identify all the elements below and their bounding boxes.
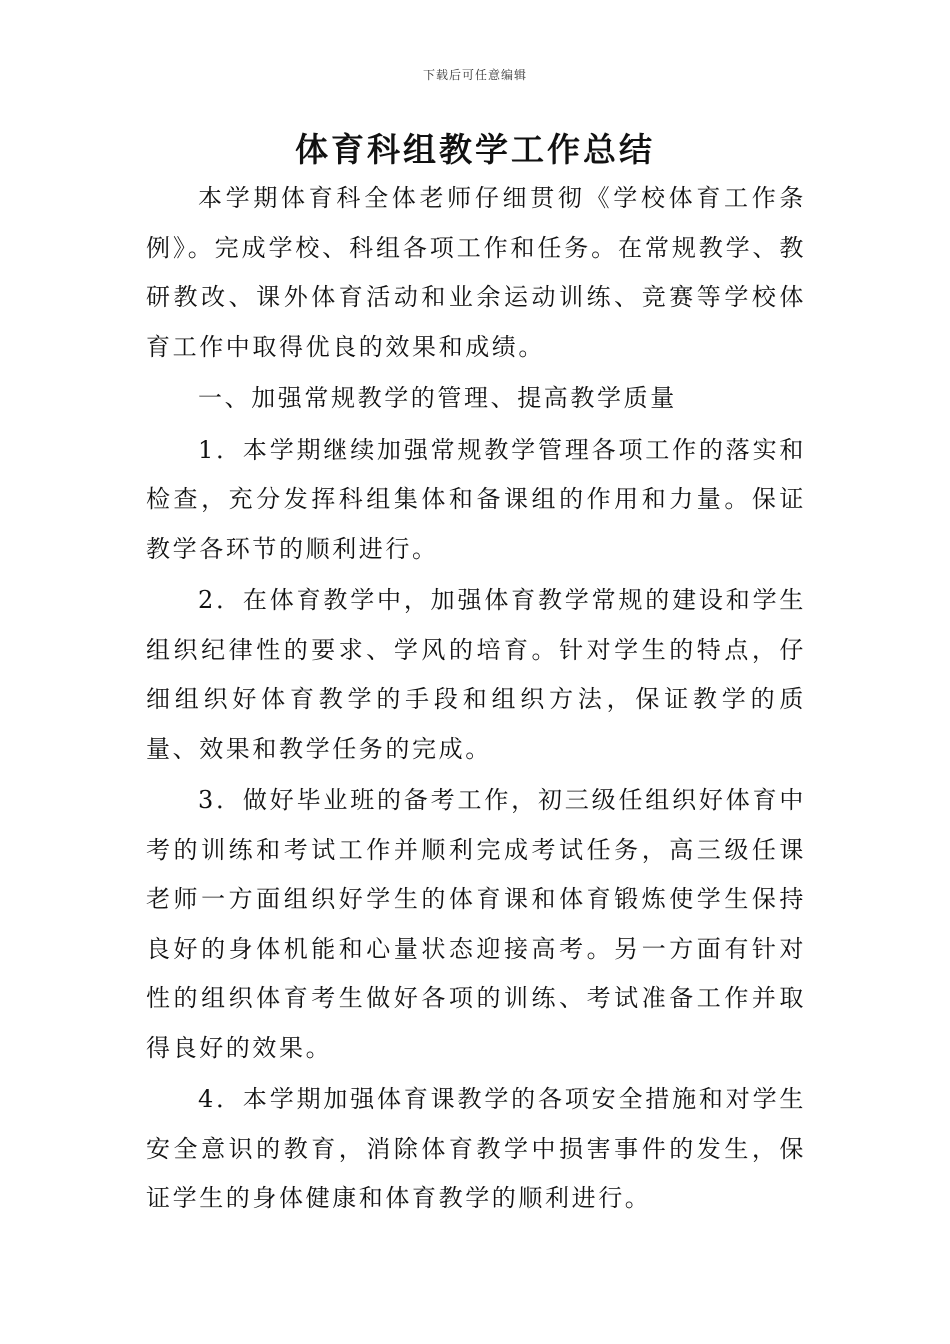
paragraph-item-3: 3．做好毕业班的备考工作，初三级任组织好体育中考的训练和考试工作并顺利完成考试任务，高三级任课老师一方面组织好学生的体育课和体育锻炼使学生保持良好的身体机能和心量状态迎接高考。另一方面有针对性的组织体育考生做好各项的训练、考试准备工作并取得良好的效果。 (146, 786, 806, 1062)
paragraph-item-2: 2．在体育教学中，加强体育教学常规的建设和学生组织纪律性的要求、学风的培育。针对学生的特点，仔细组织好体育教学的手段和组织方法，保证教学的质量、效果和教学任务的完成。 (146, 586, 806, 763)
document-title: 体育科组教学工作总结 (295, 130, 655, 169)
paragraph-intro: 本学期体育科全体老师仔细贯彻《学校体育工作条例》。完成学校、科组各项工作和任务。在常规教学、教研教改、课外体育活动和业余运动训练、竞赛等学校体育工作中取得优良的效果和成绩。 (146, 184, 806, 361)
header-note: 下载后可任意编辑 (422, 68, 527, 82)
document-body (146, 174, 806, 1226)
paragraph-item-4: 4．本学期加强体育课教学的各项安全措施和对学生安全意识的教育，消除体育教学中损害事件的发生，保证学生的身体健康和体育教学的顺利进行。 (146, 1085, 806, 1212)
section-heading: 一、加强常规教学的管理、提高教学质量 (198, 384, 677, 412)
paragraph-item-1: 1．本学期继续加强常规教学管理各项工作的落实和检查，充分发挥科组集体和备课组的作用和力量。保证教学各环节的顺利进行。 (146, 435, 806, 563)
